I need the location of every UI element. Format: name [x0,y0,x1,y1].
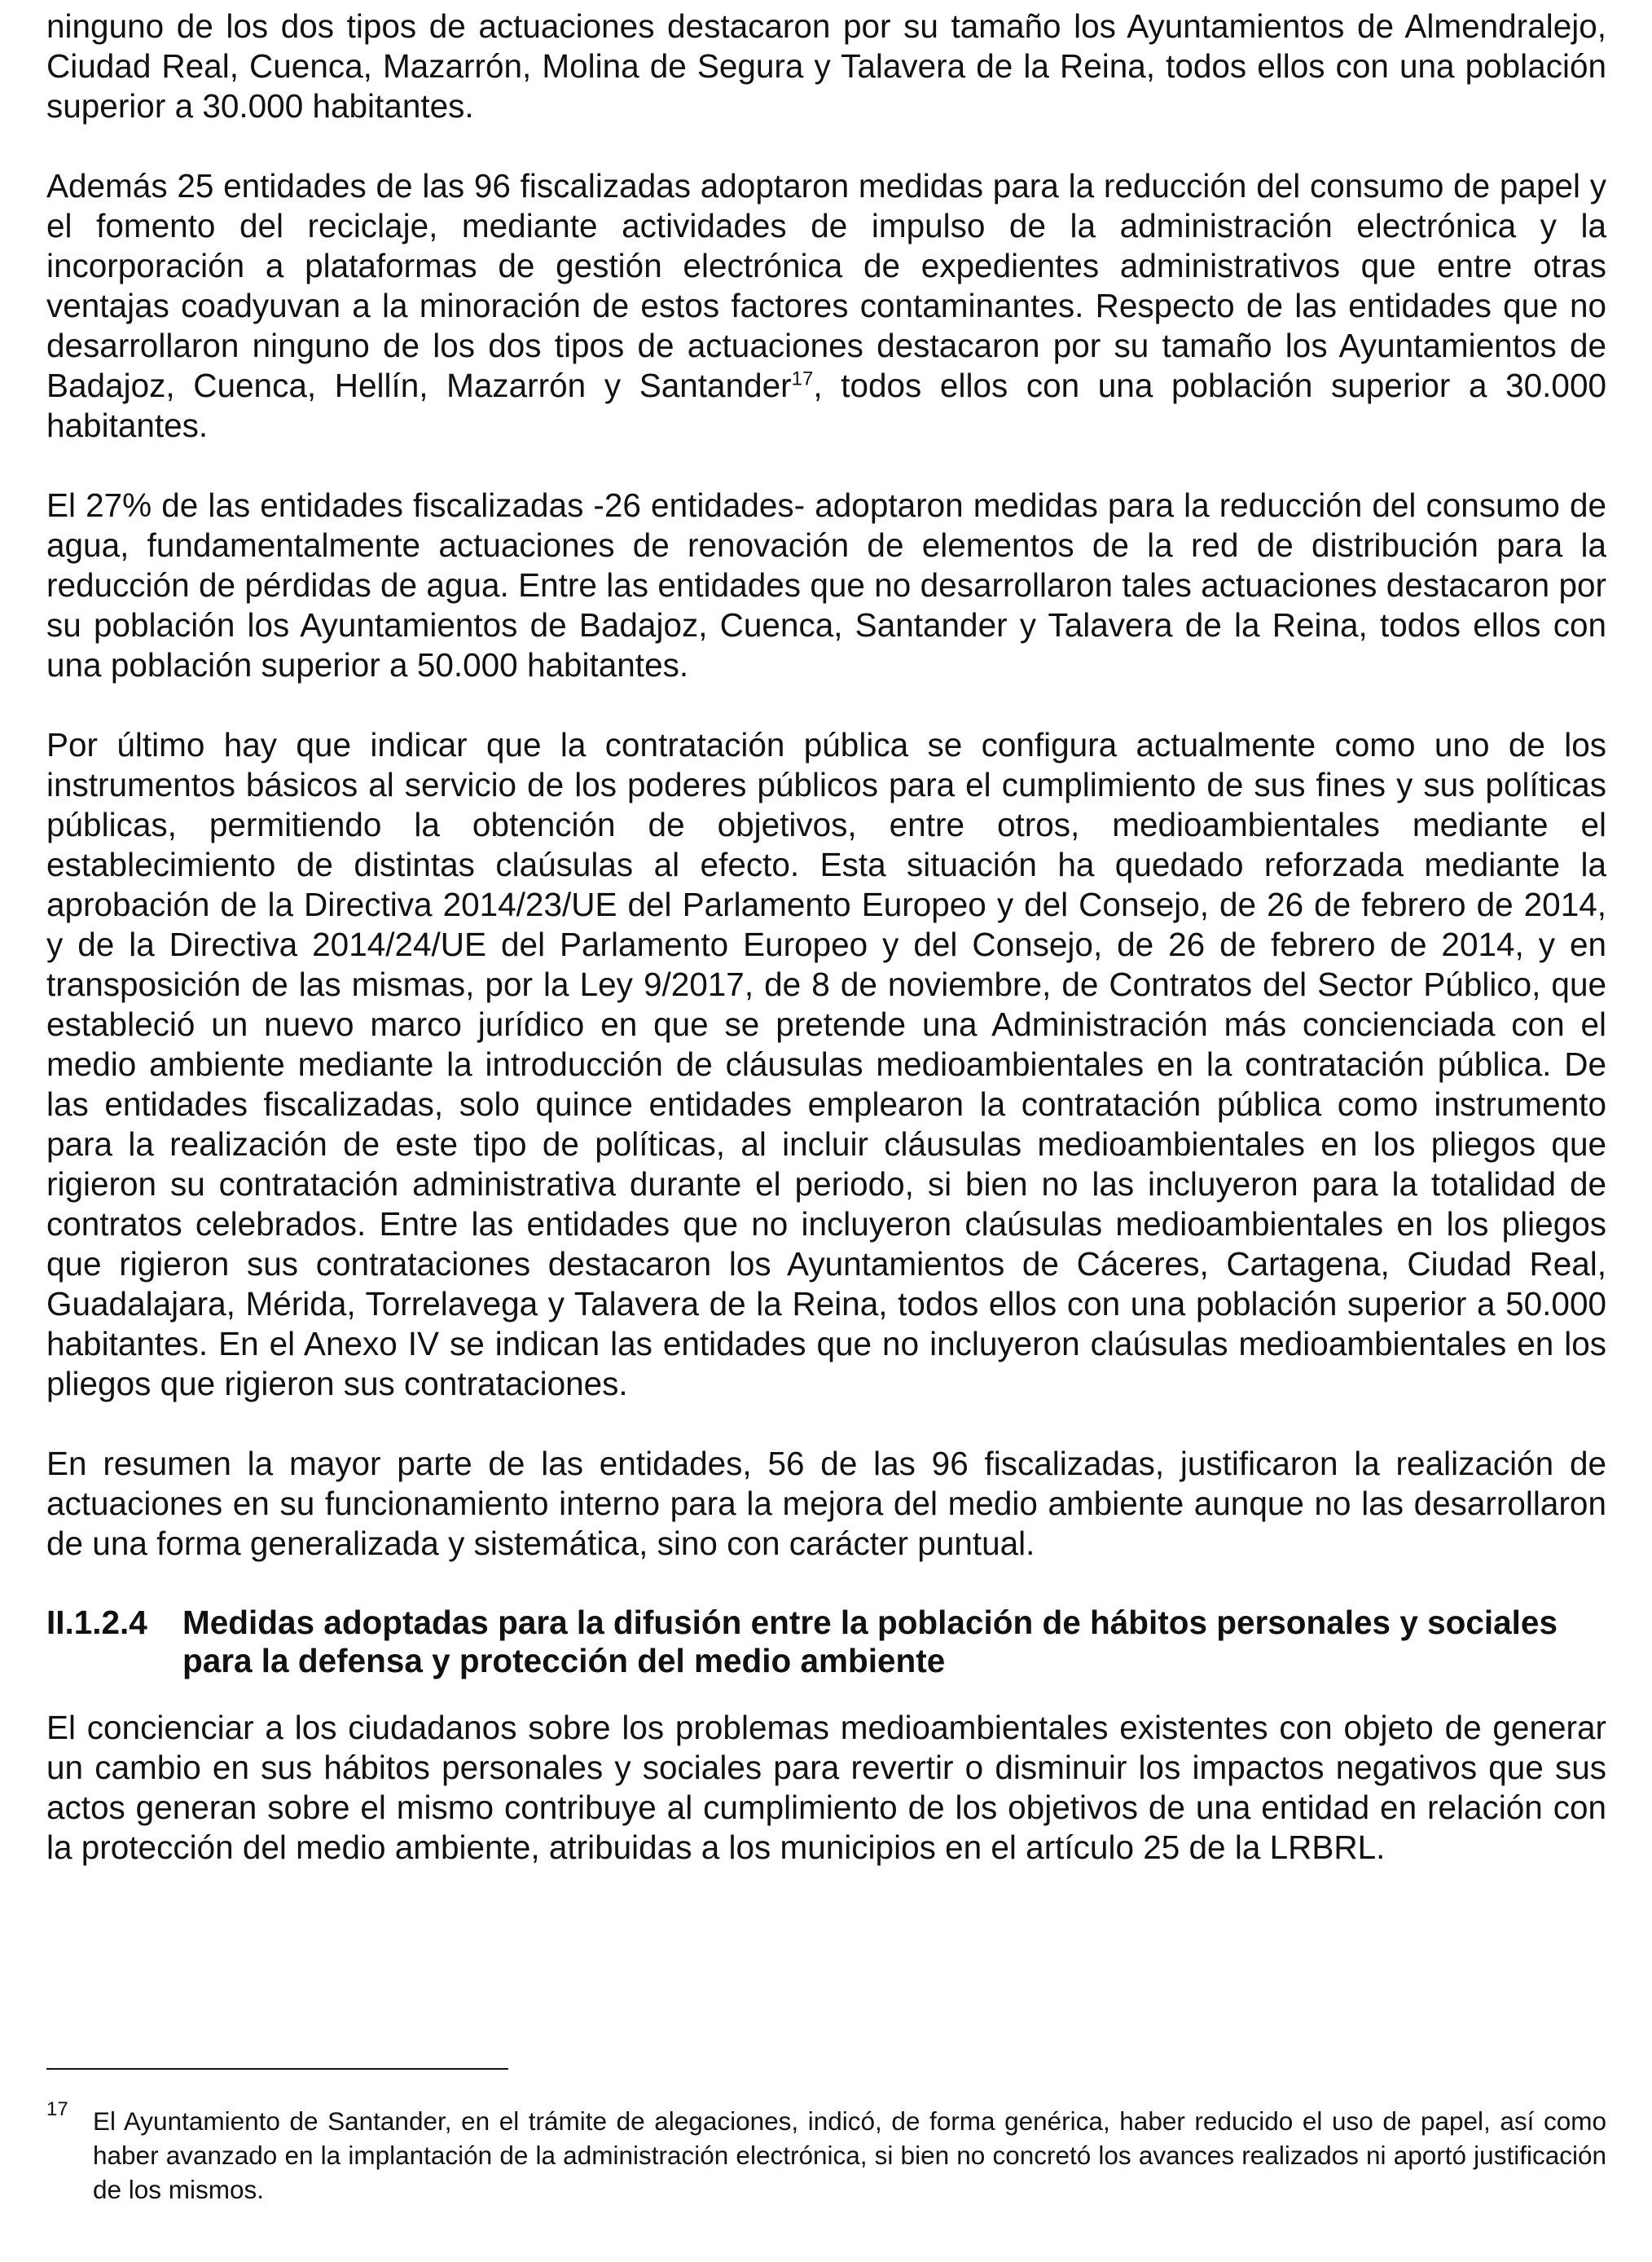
paragraph-5: En resumen la mayor parte de las entidades, 56 de las 96 fiscalizadas, justificaron la realización de actuaciones en su funcionamiento interno para la mejora del medio ambiente aunque no las desarrollaron de una forma generalizada y sistemática, sino con carácter puntual. [46,1445,1606,1562]
paragraph-4: Por último hay que indicar que la contratación pública se configura actualmente como uno de los instrumentos básicos al servicio de los poderes públicos para el cumplimiento de sus fines y sus políticas públicas, permitiendo la obtención de objetivos, entre otros, medioambientales mediante el establecimiento de distintas claúsulas al efecto. Esta situación ha quedado reforzada mediante la aprobación de la Directiva 2014/23/UE del Parlamento Europeo y del Consejo, de 26 de febrero de 2014, y de la Directiva 2014/24/UE del Parlamento Europeo y del Consejo, de 26 de febrero de 2014, y en transposición de las mismas, por la Ley 9/2017, de 8 de noviembre, de Contratos del Sector Público, que estableció un nuevo marco jurídico en que se pretende una Administración más concienciada con el medio ambiente mediante la introducción de cláusulas medioambientales en la contratación pública. De las entidades fiscalizadas, solo quince entidades emplearon la contratación pública como instrumento para la realización de este tipo de políticas, al incluir cláusulas medioambientales en los pliegos que rigieron su contratación administrativa durante el periodo, si bien no las incluyeron para la totalidad de contratos celebrados. Entre las entidades que no incluyeron claúsulas medioambientales en los pliegos que rigieron sus contrataciones destacaron los Ayuntamientos de Cáceres, Cartagena, Ciudad Real, Guadalajara, Mérida, Torrelavega y Talavera de la Reina, todos ellos con una población superior a 50.000 habitantes. En el Anexo IV se indican las entidades que no incluyeron claúsulas medioambientales en los pliegos que rigieron sus contrataciones. [46,726,1606,1402]
paragraph-2-text-b: , todos ellos con una población superior a 30.000 habitantes. [46,367,1606,444]
paragraph-3: El 27% de las entidades fiscalizadas -26 entidades- adoptaron medidas para la reducción del consumo de agua, fundamentalmente actuaciones de renovación de elementos de la red de distribución para la reducción de pérdidas de agua. Entre las entidades que no desarrollaron tales actuaciones destacaron por su población los Ayuntamientos de Badajoz, Cuenca, Santander y Talavera de la Reina, todos ellos con una población superior a 50.000 habitantes. [46,486,1606,684]
footnote-reference-17[interactable]: 17 [791,367,814,390]
paragraph-1: ninguno de los dos tipos de actuaciones destacaron por su tamaño los Ayuntamientos de Almendralejo, Ciudad Real, Cuenca, Mazarrón, Molina de Segura y Talavera de la Reina, todos ellos con una población superior a 30.000 habitantes. [46,7,1606,125]
section-title: Medidas adoptadas para la difusión entre la población de hábitos personales y sociales para la defensa y protección del medio ambiente [182,1604,1558,1679]
paragraph-2-text-a: Además 25 entidades de las 96 fiscalizadas adoptaron medidas para la reducción del consumo de papel y el fomento del reciclaje, mediante actividades de impulso de la administración electrónica y la incorporación a plataformas de gestión electrónica de expedientes administrativos que entre otras ventajas coadyuvan a la minoración de estos factores contaminantes. Respecto de las entidades que no desarrollaron ninguno de los dos tipos de actuaciones destacaron por su tamaño los Ayuntamientos de Badajoz, Cuenca, Hellín, Mazarrón y Santander [46,167,1606,404]
footnote-separator [46,2068,508,2070]
footnote-number: 17 [46,2098,68,2120]
document-body [46,7,1606,1868]
paragraph-6: El concienciar a los ciudadanos sobre los problemas medioambientales existentes con objeto de generar un cambio en sus hábitos personales y sociales para revertir o disminuir los impactos negativos que sus actos generan sobre el mismo contribuye al cumplimiento de los objetivos de una entidad en relación con la protección del medio ambiente, atribuidas a los municipios en el artículo 25 de la LRBRL. [46,1709,1606,1866]
footnote-text: El Ayuntamiento de Santander, en el trámite de alegaciones, indicó, de forma genérica, haber reducido el uso de papel, así como haber avanzado en la implantación de la administración electrónica, si bien no concretó los avances realizados ni aportó justificación de los mismos. [93,2106,1606,2204]
section-number: II.1.2.4 [46,1604,147,1641]
footnote [46,2097,1606,2207]
section-heading [46,1604,1606,1680]
paragraph-2 [46,166,1606,446]
